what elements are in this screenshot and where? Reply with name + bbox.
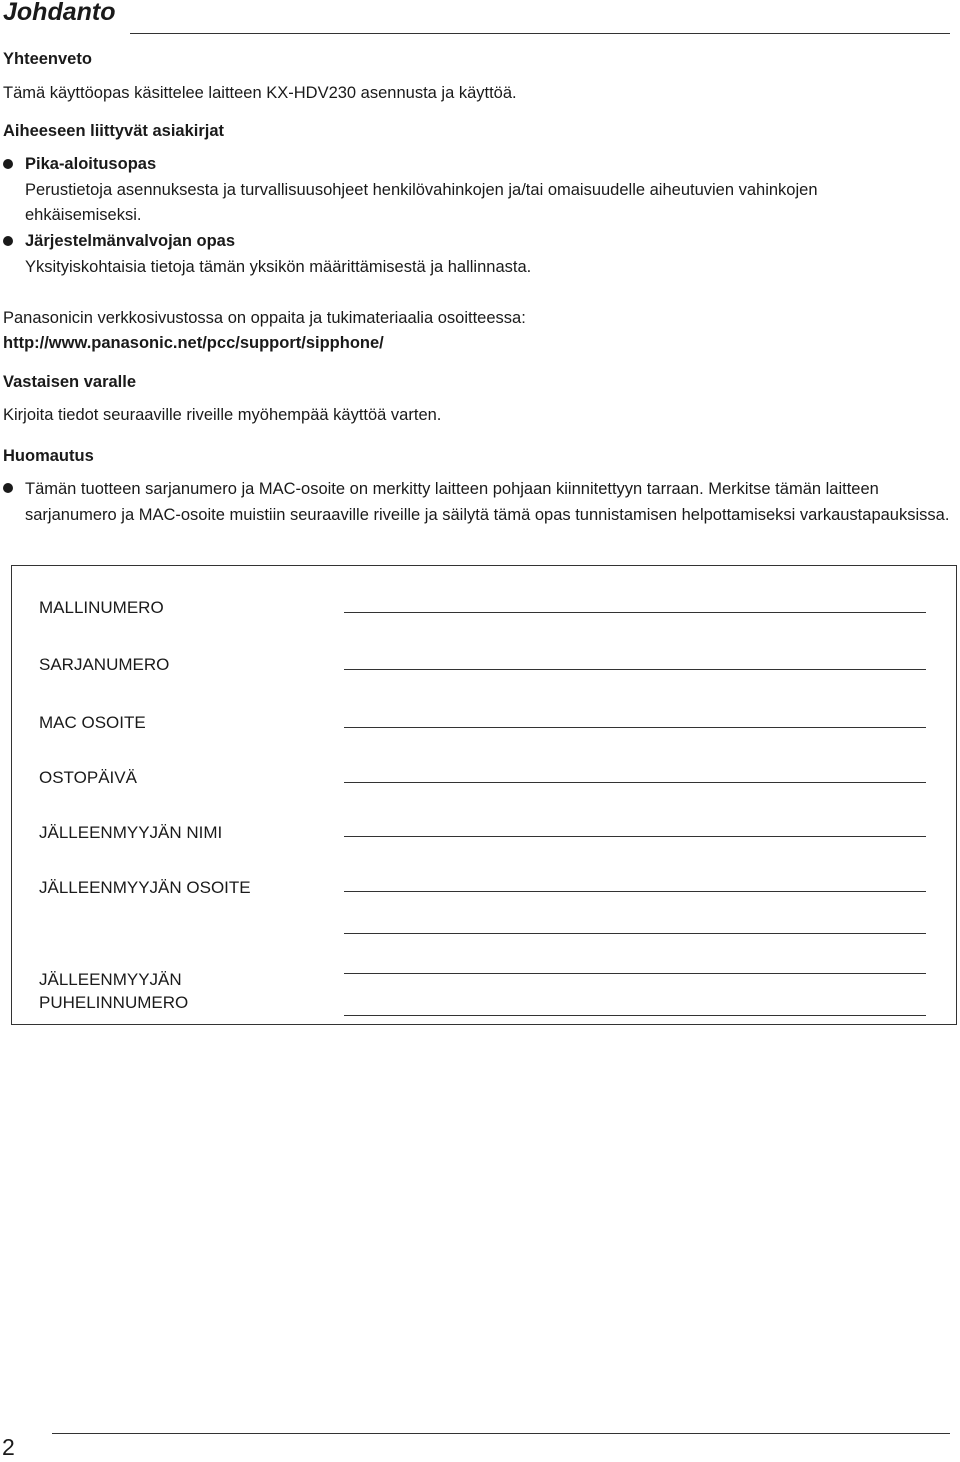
note-heading: Huomautus: [3, 447, 94, 465]
field-label-purchase-date: OSTOPÄIVÄ: [39, 768, 137, 787]
field-line-dealer-address-1[interactable]: [344, 891, 926, 892]
related-docs-heading: Aiheeseen liittyvät asiakirjat: [3, 122, 225, 140]
summary-heading: Yhteenveto: [3, 50, 92, 68]
field-line-dealer-phone-2[interactable]: [344, 1015, 926, 1016]
field-label-serial-number: SARJANUMERO: [39, 655, 170, 674]
reference-text: Kirjoita tiedot seuraaville riveille myöhempää käyttöä varten.: [3, 406, 442, 424]
related-doc-desc-quick-start-line2: ehkäisemiseksi.: [25, 206, 142, 224]
related-doc-desc-quick-start-line1: Perustietoja asennuksesta ja turvallisuusohjeet henkilövahinkojen ja/tai omaisuudelle aiheutuvien vahinkojen: [25, 181, 818, 199]
field-line-dealer-address-2[interactable]: [344, 933, 926, 934]
field-line-mac-address[interactable]: [344, 727, 926, 728]
bullet-icon: [3, 159, 13, 169]
page-title: Johdanto: [3, 0, 116, 26]
footer-rule: [52, 1433, 950, 1434]
website-url-link[interactable]: http://www.panasonic.net/pcc/support/sipphone/: [3, 334, 384, 352]
field-label-dealer-phone-line2: PUHELINNUMERO: [39, 993, 189, 1012]
field-label-mac-address: MAC OSOITE: [39, 713, 146, 732]
bullet-icon: [3, 483, 13, 493]
field-line-serial-number[interactable]: [344, 669, 926, 670]
title-rule: [130, 33, 950, 34]
field-line-model-number[interactable]: [344, 612, 926, 613]
field-line-dealer-name[interactable]: [344, 836, 926, 837]
website-text: Panasonicin verkkosivustossa on oppaita ja tukimateriaalia osoitteessa:: [3, 309, 526, 327]
related-doc-title-admin-guide: Järjestelmänvalvojan opas: [25, 232, 236, 250]
bullet-icon: [3, 236, 13, 246]
field-label-dealer-phone-line1: JÄLLEENMYYJÄN: [39, 970, 182, 989]
related-doc-desc-admin-guide: Yksityiskohtaisia tietoja tämän yksikön määrittämisestä ja hallinnasta.: [25, 258, 532, 276]
field-label-dealer-address: JÄLLEENMYYJÄN OSOITE: [39, 878, 251, 897]
summary-text: Tämä käyttöopas käsittelee laitteen KX-HDV230 asennusta ja käyttöä.: [3, 84, 517, 102]
field-line-purchase-date[interactable]: [344, 782, 926, 783]
field-label-dealer-name: JÄLLEENMYYJÄN NIMI: [39, 823, 223, 842]
field-line-dealer-phone-1[interactable]: [344, 973, 926, 974]
field-label-model-number: MALLINUMERO: [39, 598, 164, 617]
record-form-box: [11, 565, 957, 1025]
note-text: Tämän tuotteen sarjanumero ja MAC-osoite on merkitty laitteen pohjaan kiinnitettyyn tarraan. Merkitse tämän laitteen sarjanumero ja MAC-osoite muistiin seuraaville riveille ja säilytä tämä opas tunnistamisen helpottamiseksi varkaustapauksissa.: [25, 480, 950, 524]
related-doc-title-quick-start: Pika-aloitusopas: [25, 155, 157, 173]
page-number: 2: [2, 1434, 15, 1460]
reference-heading: Vastaisen varalle: [3, 373, 137, 391]
